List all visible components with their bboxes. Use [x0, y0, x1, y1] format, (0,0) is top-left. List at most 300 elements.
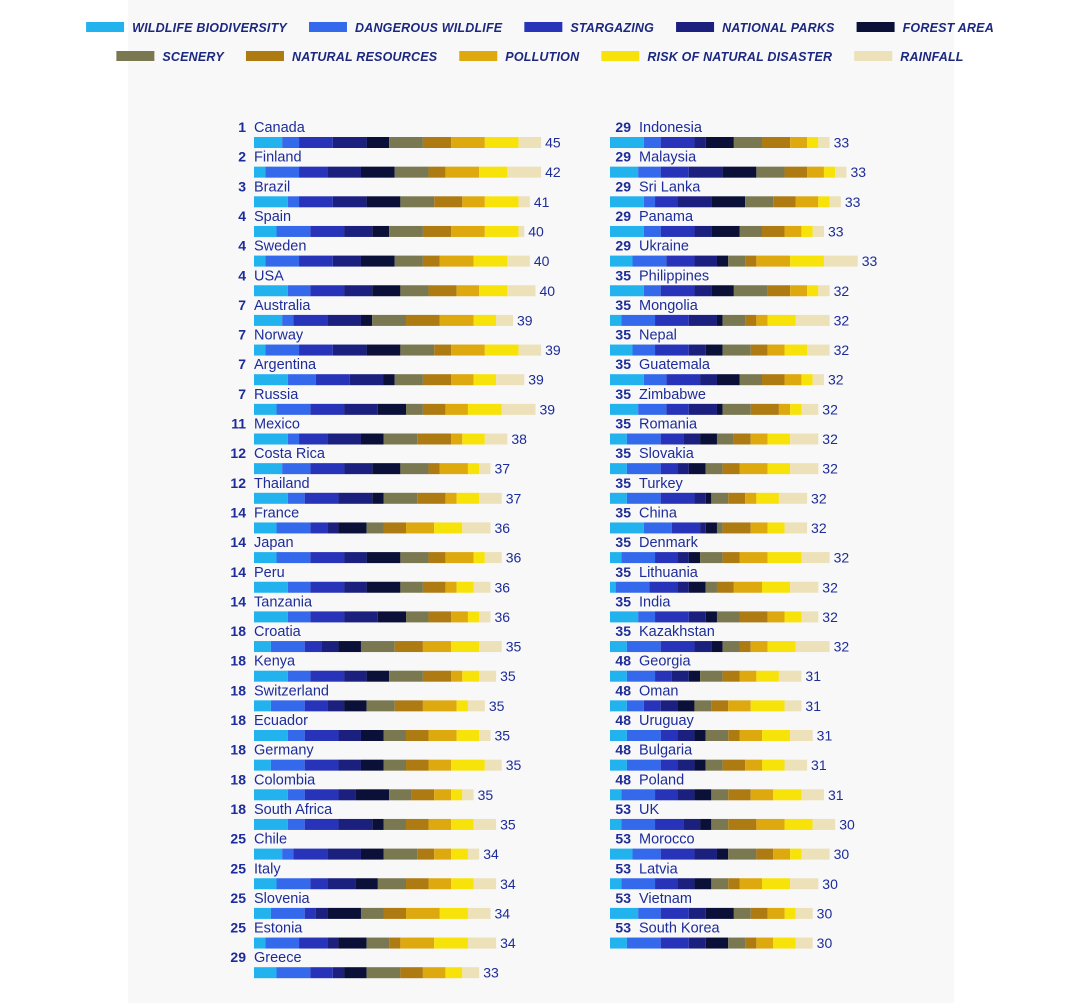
bar-segment-pollution [423, 967, 446, 978]
bar-segment-stargazing [310, 967, 333, 978]
country-label: Japan [254, 535, 294, 552]
bar-segment-natural-resources [711, 700, 728, 711]
score-label: 35 [500, 668, 516, 685]
bar-segment-national-parks [338, 493, 372, 504]
bar-segment-natural-resources [751, 404, 779, 415]
legend-label: RAINFALL [900, 50, 964, 64]
bar-segment-scenery [372, 315, 406, 326]
bar-segment-rainfall [479, 463, 490, 474]
bar-segment-wildlife-biodiversity [610, 789, 621, 800]
bar-segment-natural-resources [406, 730, 429, 741]
bar-segment-pollution [451, 374, 474, 385]
bar-segment-scenery [723, 641, 740, 652]
bar-segment-wildlife-biodiversity [610, 345, 633, 356]
bar-segment-natural-resources [717, 582, 734, 593]
bar-segment-national-parks [689, 404, 717, 415]
bar-segment-wildlife-biodiversity [254, 552, 277, 563]
bar-segment-forest-area [694, 789, 711, 800]
bar-segment-dangerous-wildlife [277, 226, 311, 237]
country-label: Turkey [639, 475, 683, 492]
rank-label: 35 [615, 445, 631, 462]
bar-segment-dangerous-wildlife [277, 552, 311, 563]
bar-segment-dangerous-wildlife [627, 434, 661, 445]
legend-swatch [524, 22, 562, 32]
bar-segment-dangerous-wildlife [288, 285, 311, 296]
bar-segment-rainfall [479, 730, 490, 741]
legend-swatch [246, 51, 284, 61]
bar-segment-natural-resources [383, 908, 406, 919]
bar-segment-risk-of-natural-disaster [801, 374, 812, 385]
bar-segment-wildlife-biodiversity [610, 167, 638, 178]
score-label: 35 [488, 697, 505, 714]
bar-segment-forest-area [711, 196, 745, 207]
bar-segment-pollution [785, 226, 802, 237]
bar-segment-wildlife-biodiversity [610, 938, 627, 949]
bar-segment-forest-area [372, 463, 400, 474]
bar-segment-wildlife-biodiversity [610, 849, 633, 860]
bar-segment-dangerous-wildlife [644, 137, 661, 148]
row-morocco [610, 831, 849, 863]
rank-label: 48 [615, 771, 631, 788]
bar-segment-natural-resources [745, 315, 756, 326]
rank-label: 12 [230, 474, 246, 491]
bar-segment-rainfall [830, 196, 841, 207]
bar-segment-stargazing [644, 700, 661, 711]
bar-segment-wildlife-biodiversity [254, 938, 265, 949]
bar-segment-pollution [756, 938, 773, 949]
bar-segment-rainfall [779, 671, 802, 682]
bar-segment-wildlife-biodiversity [610, 878, 621, 889]
bar-segment-dangerous-wildlife [288, 582, 311, 593]
rank-label: 3 [238, 178, 246, 195]
country-label: Panama [639, 208, 694, 225]
bar-segment-dangerous-wildlife [633, 345, 656, 356]
bar-segment-dangerous-wildlife [627, 760, 661, 771]
bar-segment-dangerous-wildlife [627, 938, 661, 949]
bar-segment-risk-of-natural-disaster [468, 404, 502, 415]
bar-segment-rainfall [818, 285, 829, 296]
bar-segment-stargazing [305, 700, 328, 711]
bar-segment-national-parks [338, 730, 361, 741]
row-panama [610, 208, 844, 240]
score-label: 32 [827, 371, 844, 388]
country-label: Latvia [639, 861, 678, 878]
bar-segment-risk-of-natural-disaster [479, 167, 507, 178]
bar-segment-scenery [723, 345, 751, 356]
score-label: 31 [811, 757, 827, 774]
bar-segment-scenery [395, 374, 423, 385]
bar-segment-forest-area [327, 908, 361, 919]
bar-segment-rainfall [818, 137, 829, 148]
score-label: 30 [822, 875, 838, 892]
bar-segment-dangerous-wildlife [282, 137, 299, 148]
bar-segment-pollution [434, 849, 451, 860]
score-label: 32 [833, 342, 850, 359]
bar-segment-wildlife-biodiversity [610, 700, 627, 711]
bar-segment-risk-of-natural-disaster [756, 493, 779, 504]
score-label: 35 [505, 757, 522, 774]
bar-segment-wildlife-biodiversity [254, 256, 265, 267]
row-japan [230, 534, 521, 566]
bar-segment-pollution [756, 315, 767, 326]
score-label: 40 [539, 282, 556, 299]
bar-segment-national-parks [344, 552, 367, 563]
bar-segment-risk-of-natural-disaster [768, 552, 802, 563]
score-label: 30 [833, 846, 850, 863]
legend-swatch [116, 51, 154, 61]
score-label: 38 [511, 431, 527, 447]
bar-segment-national-parks [350, 374, 384, 385]
bar-segment-scenery [717, 522, 723, 533]
bar-segment-stargazing [310, 285, 344, 296]
bar-segment-rainfall [801, 552, 829, 563]
country-label: Sweden [254, 238, 307, 255]
rank-label: 14 [230, 504, 246, 521]
bar-segment-dangerous-wildlife [627, 463, 661, 474]
bar-segment-forest-area [723, 167, 757, 178]
bar-segment-natural-resources [728, 730, 739, 741]
score-label: 36 [494, 608, 511, 625]
bar-segment-risk-of-natural-disaster [785, 908, 796, 919]
bar-segment-risk-of-natural-disaster [824, 167, 835, 178]
bar-segment-rainfall [790, 434, 818, 445]
bar-segment-risk-of-natural-disaster [762, 582, 790, 593]
bar-segment-national-parks [689, 908, 706, 919]
score-label: 33 [483, 964, 499, 981]
bar-segment-stargazing [305, 730, 339, 741]
score-label: 37 [505, 490, 522, 507]
bar-segment-stargazing [661, 641, 695, 652]
bar-segment-national-parks [316, 908, 327, 919]
row-australia [238, 297, 533, 329]
bar-segment-rainfall [801, 611, 818, 622]
row-uk [610, 801, 855, 833]
bar-segment-scenery [361, 908, 384, 919]
score-label: 34 [483, 846, 499, 863]
bar-segment-risk-of-natural-disaster [451, 849, 468, 860]
bar-segment-stargazing [655, 819, 683, 830]
bar-segment-stargazing [661, 849, 695, 860]
row-croatia [230, 623, 521, 655]
bar-segment-wildlife-biodiversity [610, 671, 627, 682]
row-lithuania [610, 564, 838, 596]
bar-segment-forest-area [338, 522, 366, 533]
score-label: 39 [516, 312, 533, 329]
bar-segment-rainfall [462, 789, 473, 800]
row-russia [238, 386, 555, 418]
bar-segment-natural-resources [406, 760, 429, 771]
bar-segment-natural-resources [429, 552, 446, 563]
rank-label: 18 [230, 800, 246, 817]
country-label: Costa Rica [254, 446, 325, 463]
bar-segment-scenery [717, 434, 734, 445]
bar-segment-national-parks [333, 196, 367, 207]
bar-segment-natural-resources [423, 374, 451, 385]
bar-segment-national-parks [327, 849, 361, 860]
bar-segment-dangerous-wildlife [644, 196, 655, 207]
score-label: 32 [811, 519, 827, 536]
row-latvia [610, 860, 838, 892]
row-uruguay [610, 712, 832, 744]
rank-label: 7 [238, 296, 246, 313]
bar-segment-pollution [768, 908, 785, 919]
bar-segment-pollution [739, 671, 756, 682]
bar-segment-rainfall [824, 256, 858, 267]
country-label: Mexico [254, 416, 300, 433]
rank-label: 35 [615, 385, 631, 402]
bar-segment-risk-of-natural-disaster [768, 315, 796, 326]
bar-segment-forest-area [717, 404, 723, 415]
row-ukraine [610, 238, 878, 270]
bar-segment-risk-of-natural-disaster [457, 493, 480, 504]
bar-segment-forest-area [711, 285, 734, 296]
bar-segment-rainfall [479, 611, 490, 622]
bar-segment-stargazing [661, 938, 689, 949]
bar-segment-stargazing [661, 493, 695, 504]
bar-segment-dangerous-wildlife [265, 256, 299, 267]
bar-segment-pollution [406, 908, 440, 919]
bar-segment-risk-of-natural-disaster [768, 463, 791, 474]
rank-label: 35 [615, 563, 631, 580]
row-south-africa [230, 801, 515, 833]
country-label: Vietnam [639, 890, 692, 907]
bar-segment-risk-of-natural-disaster [440, 908, 468, 919]
country-label: Canada [254, 120, 305, 136]
bar-segment-forest-area [361, 315, 372, 326]
bar-segment-forest-area [378, 611, 406, 622]
bar-segment-national-parks [678, 463, 689, 474]
bar-segment-dangerous-wildlife [621, 789, 655, 800]
score-label: 31 [805, 697, 821, 714]
rank-label: 29 [615, 119, 631, 135]
bar-segment-forest-area [344, 967, 367, 978]
legend-label: NATURAL RESOURCES [291, 50, 438, 64]
bar-segment-forest-area [367, 582, 401, 593]
row-zimbabwe [610, 386, 838, 418]
bar-segment-national-parks [694, 137, 705, 148]
bar-segment-forest-area [338, 641, 361, 652]
rank-label: 29 [615, 237, 631, 254]
row-nepal [610, 327, 849, 359]
bar-segment-pollution [728, 700, 751, 711]
bar-segment-risk-of-natural-disaster [457, 730, 480, 741]
bar-segment-national-parks [333, 967, 344, 978]
bar-segment-scenery [400, 196, 434, 207]
bar-segment-stargazing [305, 641, 322, 652]
bar-segment-scenery [706, 760, 723, 771]
bar-segment-dangerous-wildlife [271, 700, 305, 711]
bar-segment-forest-area [355, 878, 378, 889]
row-poland [610, 771, 844, 803]
row-norway [238, 327, 561, 359]
bar-segment-forest-area [361, 256, 395, 267]
bar-segment-wildlife-biodiversity [610, 730, 627, 741]
legend-label: FOREST AREA [902, 21, 994, 35]
rank-label: 48 [615, 741, 631, 758]
country-label: Nepal [639, 327, 677, 344]
bar-segment-risk-of-natural-disaster [474, 374, 497, 385]
legend-item-pollution [459, 50, 580, 64]
bar-segment-rainfall [462, 967, 479, 978]
rank-label: 53 [615, 889, 631, 906]
bar-segment-wildlife-biodiversity [610, 582, 616, 593]
bar-segment-forest-area [361, 730, 384, 741]
rank-label: 29 [615, 207, 631, 224]
bar-segment-scenery [706, 730, 729, 741]
bar-segment-stargazing [310, 611, 344, 622]
bar-segment-natural-resources [785, 167, 808, 178]
bar-segment-national-parks [661, 700, 678, 711]
country-label: Spain [254, 208, 292, 225]
bar-segment-rainfall [796, 315, 830, 326]
row-italy [230, 860, 515, 892]
bar-segment-natural-resources [762, 226, 785, 237]
bar-segment-scenery [711, 819, 728, 830]
bar-segment-dangerous-wildlife [627, 700, 644, 711]
bar-segment-natural-resources [412, 789, 435, 800]
bar-segment-national-parks [672, 671, 689, 682]
bar-segment-natural-resources [739, 611, 767, 622]
bar-segment-pollution [768, 611, 785, 622]
rank-label: 25 [230, 830, 246, 847]
rank-label: 4 [238, 267, 246, 284]
bar-segment-forest-area [706, 611, 717, 622]
bar-segment-rainfall [813, 819, 836, 830]
bar-segment-natural-resources [728, 878, 739, 889]
bar-segment-scenery [706, 463, 723, 474]
bar-segment-risk-of-natural-disaster [785, 611, 802, 622]
bar-segment-pollution [739, 730, 762, 741]
legend-swatch [854, 51, 892, 61]
bar-segment-natural-resources [756, 849, 773, 860]
rank-label: 35 [615, 593, 631, 610]
bar-segment-national-parks [678, 730, 695, 741]
row-chile [230, 831, 499, 863]
bar-segment-pollution [768, 345, 785, 356]
bar-segment-forest-area [372, 285, 400, 296]
bar-segment-wildlife-biodiversity [610, 611, 638, 622]
bar-segment-rainfall [496, 315, 513, 326]
bar-segment-risk-of-natural-disaster [451, 789, 462, 800]
rank-label: 14 [230, 534, 246, 551]
country-label: Estonia [254, 920, 303, 937]
bar-segment-scenery [367, 522, 384, 533]
bar-segment-risk-of-natural-disaster [457, 582, 474, 593]
bar-segment-risk-of-natural-disaster [785, 345, 808, 356]
rank-label: 29 [230, 949, 246, 966]
bar-segment-wildlife-biodiversity [254, 908, 271, 919]
bar-segment-scenery [389, 226, 423, 237]
country-label: UK [639, 801, 660, 818]
row-canada [238, 119, 561, 151]
bar-segment-forest-area [372, 226, 389, 237]
bar-segment-forest-area [367, 671, 390, 682]
score-label: 34 [494, 905, 511, 922]
rank-label: 14 [230, 593, 246, 610]
bar-segment-stargazing [310, 878, 327, 889]
bar-segment-forest-area [689, 552, 700, 563]
bar-segment-pollution [451, 671, 462, 682]
bar-segment-wildlife-biodiversity [254, 345, 265, 356]
bar-segment-wildlife-biodiversity [610, 374, 644, 385]
bar-segment-dangerous-wildlife [282, 463, 310, 474]
country-label: Georgia [639, 653, 691, 670]
bar-segment-rainfall [462, 522, 490, 533]
score-label: 36 [505, 549, 522, 566]
score-label: 42 [545, 164, 561, 181]
bar-segment-national-parks [694, 849, 717, 860]
bar-segment-scenery [389, 137, 423, 148]
bar-segment-natural-resources [429, 463, 440, 474]
bar-segment-scenery [389, 671, 423, 682]
bar-segment-stargazing [310, 552, 344, 563]
bar-segment-wildlife-biodiversity [254, 878, 277, 889]
score-label: 45 [545, 134, 561, 151]
rank-label: 53 [615, 800, 631, 817]
row-thailand [230, 475, 521, 507]
bar-segment-risk-of-natural-disaster [768, 522, 785, 533]
legend-item-rainfall [854, 50, 963, 64]
bar-segment-stargazing [310, 582, 344, 593]
bar-segment-forest-area [717, 256, 728, 267]
bar-segment-pollution [445, 582, 456, 593]
bar-segment-pollution [451, 137, 485, 148]
bar-segment-risk-of-natural-disaster [451, 819, 474, 830]
bar-segment-stargazing [661, 226, 695, 237]
bar-segment-scenery [728, 938, 745, 949]
bar-segment-rainfall [801, 849, 829, 860]
rank-label: 1 [238, 119, 246, 135]
bar-segment-rainfall [796, 641, 830, 652]
bar-segment-dangerous-wildlife [271, 908, 305, 919]
bar-segment-risk-of-natural-disaster [790, 404, 801, 415]
legend-item-forest-area [857, 21, 994, 35]
bar-segment-stargazing [305, 789, 339, 800]
bar-segment-pollution [440, 256, 474, 267]
bar-segment-wildlife-biodiversity [610, 819, 621, 830]
bar-segment-dangerous-wildlife [644, 374, 667, 385]
bar-segment-national-parks [333, 137, 367, 148]
bar-segment-natural-resources [429, 285, 457, 296]
bar-segment-scenery [739, 226, 762, 237]
bar-segment-pollution [745, 760, 762, 771]
bar-segment-forest-area [689, 463, 706, 474]
bar-segment-scenery [700, 671, 723, 682]
score-label: 34 [500, 935, 516, 952]
country-label: Guatemala [639, 357, 710, 374]
row-oman [610, 682, 821, 714]
bar-segment-wildlife-biodiversity [254, 849, 282, 860]
bar-segment-wildlife-biodiversity [254, 315, 282, 326]
bar-segment-stargazing [310, 404, 344, 415]
bar-segment-pollution [451, 611, 468, 622]
bar-segment-forest-area [706, 908, 734, 919]
bar-segment-forest-area [706, 137, 734, 148]
bar-segment-dangerous-wildlife [288, 730, 305, 741]
country-label: Chile [254, 831, 288, 848]
bar-segment-scenery [711, 493, 728, 504]
country-label: India [639, 594, 671, 611]
bar-segment-national-parks [700, 522, 706, 533]
bar-segment-wildlife-biodiversity [254, 730, 288, 741]
bar-segment-risk-of-natural-disaster [762, 878, 790, 889]
bar-segment-wildlife-biodiversity [254, 285, 288, 296]
row-ecuador [230, 712, 510, 744]
bar-segment-pollution [462, 196, 485, 207]
bar-segment-rainfall [479, 641, 502, 652]
bar-segment-national-parks [689, 345, 706, 356]
row-sri-lanka [610, 178, 861, 210]
